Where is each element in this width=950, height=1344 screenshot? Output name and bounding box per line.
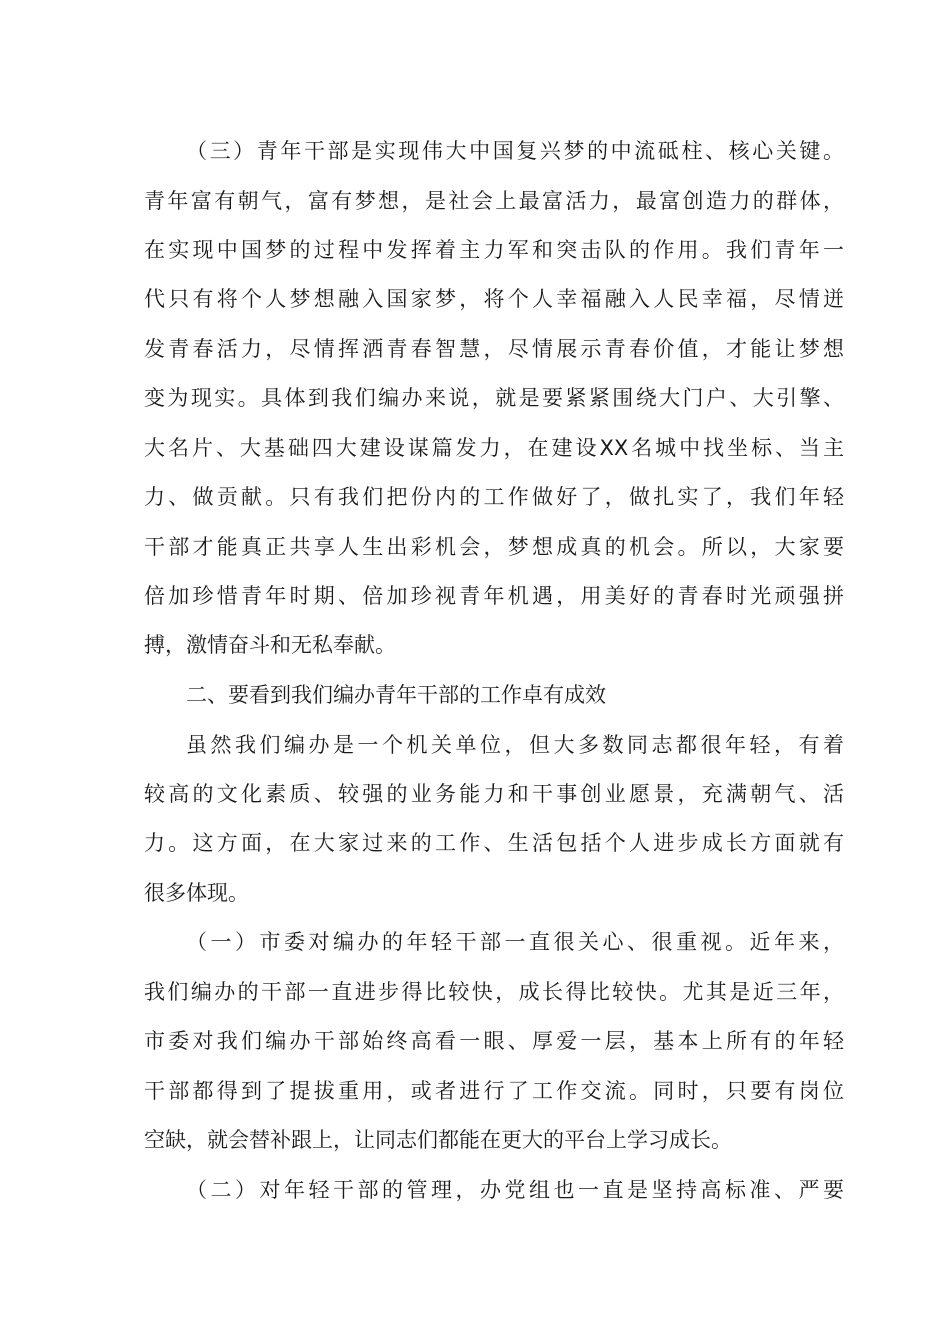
paragraph-3-line-2: 青年富有朝气，富有梦想，是社会上最富活力，最富创造力的群体， <box>144 189 844 213</box>
paragraph-1-line-5: 空缺，就会替补跟上，让同志们都能在更大的平台上学习成长。 <box>144 1128 732 1152</box>
section-heading-2: 二、要看到我们编办青年干部的工作卓有成效 <box>186 683 606 707</box>
paragraph-intro-line-2: 较高的文化素质、较强的业务能力和干事创业愿景，充满朝气、活 <box>144 782 844 806</box>
paragraph-intro-line-3: 力。这方面，在大家过来的工作、生活包括个人进步成长方面就有 <box>144 831 844 855</box>
paragraph-3-line-6: 变为现实。具体到我们编办来说，就是要紧紧围绕大门户、大引擎、 <box>144 386 844 410</box>
paragraph-3-line-8: 力、做贡献。只有我们把份内的工作做好了，做扎实了，我们年轻 <box>144 485 844 509</box>
paragraph-3-line-9: 干部才能真正共享人生出彩机会，梦想成真的机会。所以，大家要 <box>144 535 844 559</box>
paragraph-3-line-1: （三）青年干部是实现伟大中国复兴梦的中流砥柱、核心关键。 <box>186 139 844 163</box>
paragraph-3-line-4: 代只有将个人梦想融入国家梦，将个人幸福融入人民幸福，尽情迸 <box>144 287 844 311</box>
paragraph-intro-line-4: 很多体现。 <box>144 881 249 905</box>
paragraph-3-line-11: 搏，激情奋斗和无私奉献。 <box>144 633 396 657</box>
paragraph-3-line-3: 在实现中国梦的过程中发挥着主力军和突击队的作用。我们青年一 <box>144 238 844 262</box>
paragraph-3-line-10: 倍加珍惜青年时期、倍加珍视青年机遇，用美好的青春时光顽强拼 <box>144 584 844 608</box>
paragraph-1-line-2: 我们编办的干部一直进步得比较快，成长得比较快。尤其是近三年， <box>144 980 844 1004</box>
paragraph-3-line-7: 大名片、大基础四大建设谋篇发力，在建设XX名城中找坐标、当主 <box>144 436 844 460</box>
paragraph-3-line-5: 发青春活力，尽情挥洒青春智慧，尽情展示青春价值，才能让梦想 <box>144 337 844 361</box>
paragraph-1-line-4: 干部都得到了提拔重用，或者进行了工作交流。同时，只要有岗位 <box>144 1079 844 1103</box>
paragraph-1-line-1: （一）市委对编办的年轻干部一直很关心、很重视。近年来， <box>186 930 844 954</box>
paragraph-intro-line-1: 虽然我们编办是一个机关单位，但大多数同志都很年轻，有着 <box>186 733 844 757</box>
paragraph-1-line-3: 市委对我们编办干部始终高看一眼、厚爱一层，基本上所有的年轻 <box>144 1029 844 1053</box>
paragraph-2-line-1: （二）对年轻干部的管理，办党组也一直是坚持高标准、严要 <box>186 1178 844 1202</box>
